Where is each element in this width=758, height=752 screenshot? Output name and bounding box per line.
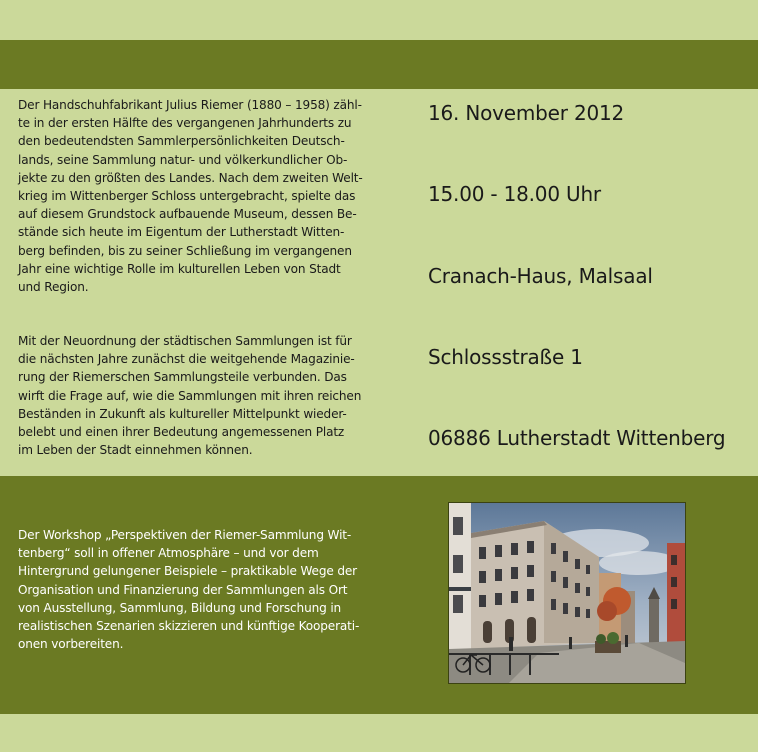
workshop-line: von Ausstellung, Sammlung, Bildung und Forschung in: [18, 600, 342, 615]
intro-line: berg befinden, bis zu seiner Schließung im vergangenen: [18, 243, 352, 258]
street-photo: [448, 502, 686, 684]
top-band: [0, 40, 758, 89]
reorg-line: die nächsten Jahre zunächst die weitgehende Magazinie-: [18, 352, 355, 367]
event-street: Schlossstraße 1: [428, 345, 583, 369]
reorg-line: Beständen in Zukunft als kultureller Mittelpunkt wieder-: [18, 406, 347, 421]
intro-line: te in der ersten Hälfte des vergangenen Jahrhunderts zu: [18, 116, 352, 131]
workshop-line: Der Workshop „Perspektiven der Riemer-Sammlung Wit-: [18, 528, 352, 542]
event-city: 06886 Lutherstadt Wittenberg: [428, 426, 726, 450]
reorg-line: Mit der Neuordnung der städtischen Sammlungen ist für: [18, 334, 352, 348]
intro-line: lands, seine Sammlung natur- und völkerkundlicher Ob-: [18, 152, 348, 167]
event-time: 15.00 - 18.00 Uhr: [428, 182, 601, 206]
workshop-line: tenberg“ soll in offener Atmosphäre – und vor dem: [18, 546, 319, 561]
intro-line: Der Handschuhfabrikant Julius Riemer (1880 – 1958) zähl-: [18, 98, 362, 112]
workshop-line: onen vorbereiten.: [18, 637, 124, 652]
intro-line: auf diesem Grundstock aufbauende Museum, dessen Be-: [18, 207, 357, 222]
reorg-paragraph: [18, 332, 370, 459]
intro-line: den bedeutendsten Sammlerpersönlichkeiten Deutsch-: [18, 134, 345, 149]
reorg-line: belebt und einen ihrer Bedeutung angemessenen Platz: [18, 425, 345, 440]
workshop-paragraph: [18, 526, 366, 653]
intro-line: stände sich heute im Eigentum der Lutherstadt Witten-: [18, 225, 345, 240]
reorg-line: wirft die Frage auf, wie die Sammlungen mit ihren reichen: [18, 388, 362, 403]
intro-line: Jahr eine wichtige Rolle im kulturellen Leben von Stadt: [18, 261, 341, 276]
event-venue: Cranach-Haus, Malsaal: [428, 264, 653, 288]
workshop-line: realistischen Szenarien skizzieren und künftige Kooperati-: [18, 619, 360, 634]
reorg-line: im Leben der Stadt einnehmen können.: [18, 443, 253, 458]
intro-line: und Region.: [18, 280, 89, 295]
event-date: 16. November 2012: [428, 101, 625, 125]
intro-line: krieg im Wittenberger Schloss untergebracht, spielte das: [18, 189, 356, 204]
intro-line: jekte zu den größten des Landes. Nach dem zweiten Welt-: [18, 170, 363, 185]
reorg-line: rung der Riemerschen Sammlungsteile verbunden. Das: [18, 370, 347, 385]
intro-paragraph: [18, 96, 370, 296]
workshop-line: Hintergrund gelungener Beispiele – praktikable Wege der: [18, 564, 357, 579]
workshop-line: Organisation und Finanzierung der Sammlungen als Ort: [18, 582, 348, 597]
